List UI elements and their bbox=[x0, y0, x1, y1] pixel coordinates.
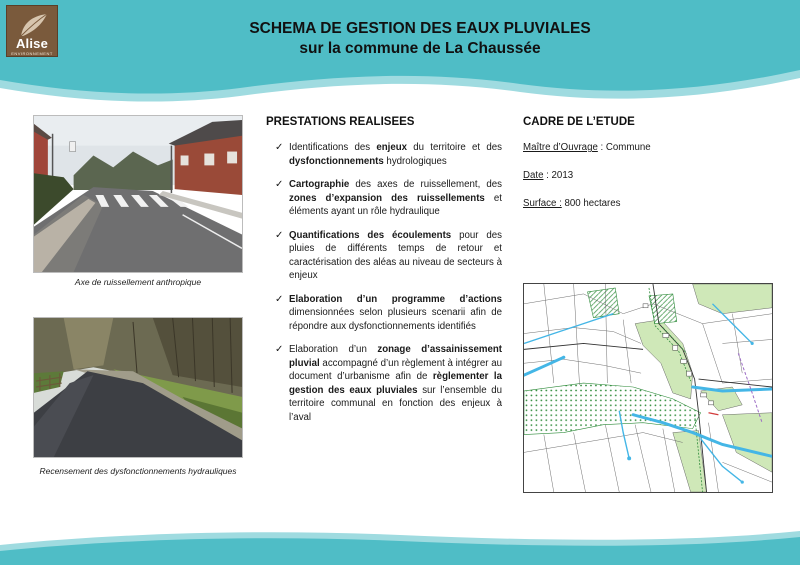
maitre-ouvrage-row bbox=[523, 141, 773, 154]
maitre-ouvrage-label: Maître d’Ouvrage bbox=[523, 142, 598, 153]
prestation-text-bold: règlementer la gestion des eaux pluviales bbox=[289, 371, 502, 396]
prestation-text-bold: Cartographie bbox=[289, 179, 350, 190]
prestation-text-bold: zonage d’assainissement pluvial bbox=[289, 344, 502, 369]
prestation-text: pour des pluies de différents temps de retour et caractérisation des aléas au niveau de secteurs à enjeux bbox=[289, 229, 502, 281]
prestation-text-bold: Elaboration d’un programme d’actions bbox=[289, 293, 502, 305]
checkmark-icon: ✓ bbox=[275, 344, 284, 355]
date-value: : 2013 bbox=[543, 170, 574, 181]
date-row bbox=[523, 169, 773, 182]
prestation-item bbox=[266, 293, 502, 334]
checkmark-icon: ✓ bbox=[275, 229, 284, 241]
checkmark-icon: ✓ bbox=[275, 293, 284, 305]
title-line-2: sur la commune de La Chaussée bbox=[299, 40, 541, 57]
prestation-text: Identifications des bbox=[289, 142, 377, 153]
prestation-text: et éléments ayant un rôle hydraulique bbox=[289, 192, 502, 217]
surface-row bbox=[523, 197, 773, 210]
date-label: Date bbox=[523, 170, 544, 181]
prestation-text: accompagné d’un règlement à intégrer au document d’urbanisme afin de bbox=[289, 357, 502, 382]
checkmark-icon: ✓ bbox=[275, 142, 284, 153]
footer-wave bbox=[0, 515, 800, 565]
zoning-map bbox=[523, 283, 773, 493]
prestation-text: Elaboration d’un bbox=[289, 344, 378, 355]
photo-road-caption: Axe de ruissellement anthropique bbox=[74, 277, 202, 287]
photo-lane-caption: Recensement des dysfonctionnements hydrauliques bbox=[39, 466, 237, 476]
prestation-text-bold: zones d’expansion des ruissellements bbox=[289, 192, 485, 204]
prestation-text: dimensionnées selon plusieurs scenarii afin de répondre aux dysfonctionnements identifiés bbox=[289, 307, 502, 332]
cadre-title: CADRE DE L’ETUDE bbox=[523, 116, 635, 128]
prestation-item bbox=[266, 343, 502, 424]
checkmark-icon: ✓ bbox=[275, 179, 284, 190]
prestation-text-bold: Quantifications des écoulements bbox=[289, 229, 452, 241]
photo-lane bbox=[33, 317, 243, 458]
prestations-title: PRESTATIONS REALISEES bbox=[266, 116, 415, 128]
photo-road bbox=[33, 115, 243, 273]
prestation-text: des axes de ruissellement, des bbox=[349, 179, 502, 190]
prestation-text: du territoire et des bbox=[407, 142, 502, 153]
prestation-text-bold: dysfonctionnements bbox=[289, 155, 384, 167]
prestation-item bbox=[266, 178, 502, 219]
alise-logo bbox=[6, 5, 58, 57]
maitre-ouvrage-value: : Commune bbox=[597, 142, 651, 153]
prestation-item bbox=[266, 229, 502, 283]
title-line-1: SCHEMA DE GESTION DES EAUX PLUVIALES bbox=[249, 20, 591, 37]
page-title bbox=[220, 19, 620, 59]
prestation-text-bold: enjeux bbox=[376, 142, 408, 153]
logo-leaf-icon bbox=[13, 12, 53, 38]
cadre-section bbox=[523, 116, 773, 225]
prestation-item bbox=[266, 141, 502, 168]
logo-subtitle: ENVIRONNEMENT bbox=[11, 51, 53, 56]
prestation-text: sur l’ensemble du territoire communal en fonction des enjeux à l’aval bbox=[289, 384, 502, 423]
logo-name: Alise bbox=[15, 36, 49, 51]
surface-label: Surface : bbox=[523, 198, 562, 209]
surface-value: 800 hectares bbox=[561, 198, 621, 209]
prestation-text: hydrologiques bbox=[383, 155, 447, 167]
prestations-section bbox=[266, 116, 502, 434]
prestations-list bbox=[266, 141, 502, 424]
